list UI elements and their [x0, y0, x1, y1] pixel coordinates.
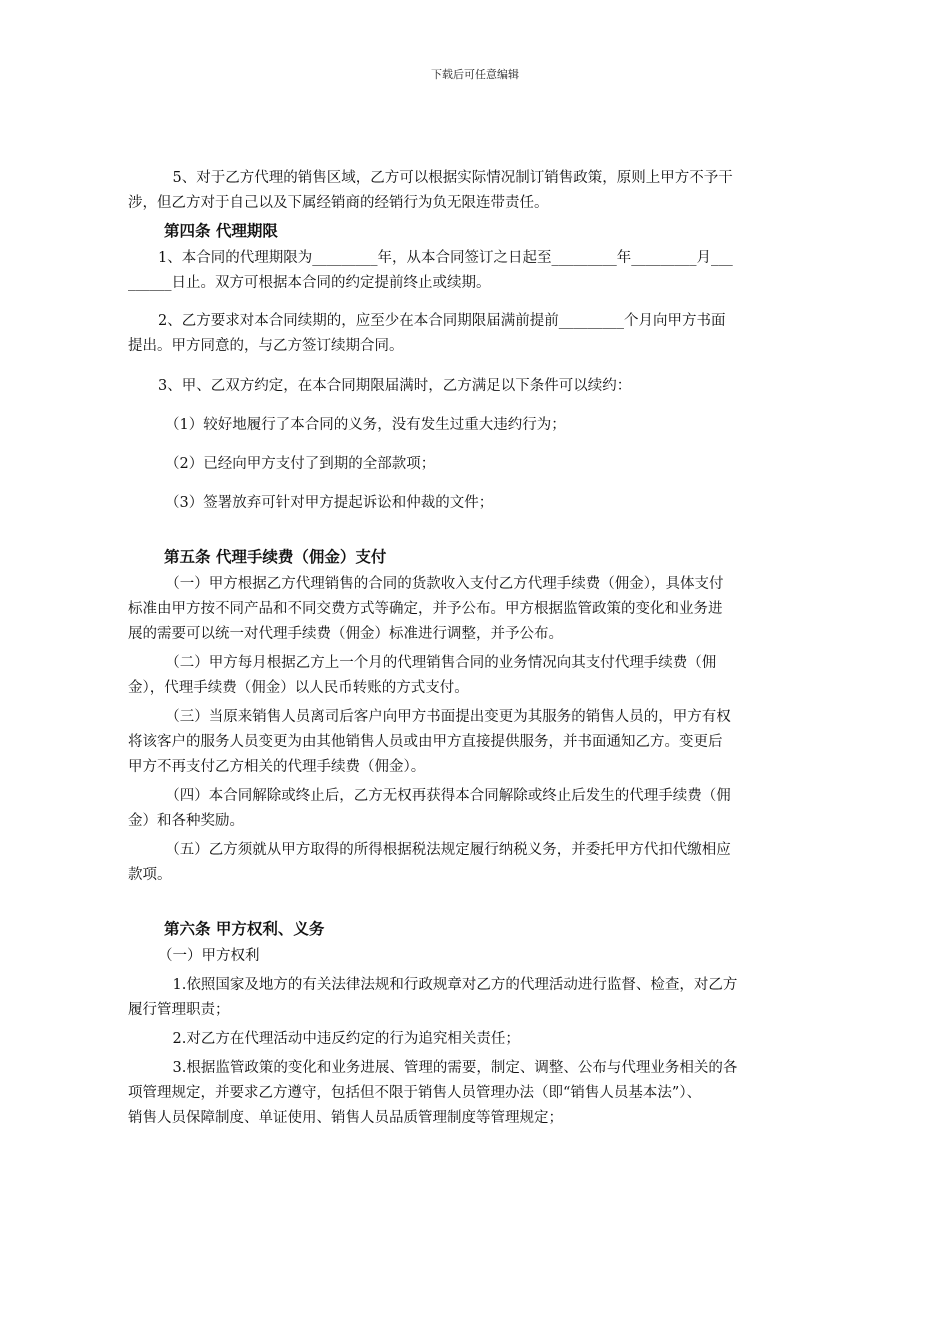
paragraph [128, 973, 823, 1023]
paragraph [128, 705, 823, 780]
text-line: （一）甲方根据乙方代理销售的合同的货款收入支付乙方代理手续费（佣金），具体支付 [158, 576, 724, 592]
text-line: （五）乙方须就从甲方取得的所得根据税法规定履行纳税义务，并委托甲方代扣代缴相应 [158, 842, 731, 858]
text-line: （三）当原来销售人员离司后客户向甲方书面提出变更为其服务的销售人员的，甲方有权 [158, 709, 731, 725]
text-line: （二）甲方每月根据乙方上一个月的代理销售合同的业务情况向其支付代理手续费（佣 [158, 655, 717, 671]
paragraph [128, 413, 823, 438]
text-line: 金），代理手续费（佣金）以人民币转账的方式支付。 [128, 680, 469, 696]
section-heading: 第五条 代理手续费（佣金）支付 [164, 548, 387, 566]
paragraph [128, 246, 823, 296]
text-line: 1.依照国家及地方的有关法律法规和行政规章对乙方的代理活动进行监督、检查，对乙方 [158, 977, 738, 993]
text-line: 提出。甲方同意的，与乙方签订续期合同。 [128, 338, 404, 354]
paragraph [128, 166, 823, 216]
paragraph [128, 651, 823, 701]
text-line: 2、乙方要求对本合同续期的，应至少在本合同期限届满前提前_________个月向甲方书面 [158, 313, 726, 329]
text-line: 将该客户的服务人员变更为由其他销售人员或由甲方直接提供服务，并书面通知乙方。变更后 [128, 734, 723, 750]
text-line: 展的需要可以统一对代理手续费（佣金）标准进行调整，并予公布。 [128, 626, 563, 642]
text-line: 标准由甲方按不同产品和不同交费方式等确定，并予公布。甲方根据监管政策的变化和业务进 [128, 601, 723, 617]
text-line: ______日止。双方可根据本合同的约定提前终止或续期。 [128, 275, 491, 291]
text-line: 3.根据监管政策的变化和业务进展、管理的需要，制定、调整、公布与代理业务相关的各 [158, 1060, 738, 1076]
text-line: 1、本合同的代理期限为_________年，从本合同签订之日起至_________年_________月___ [158, 250, 733, 266]
paragraph [128, 1056, 823, 1131]
text-line: （2）已经向甲方支付了到期的全部款项； [165, 456, 436, 472]
paragraph [128, 491, 823, 516]
section-heading: 第四条 代理期限 [164, 222, 278, 240]
text-line: （一）甲方权利 [158, 948, 260, 964]
text-line: （四）本合同解除或终止后，乙方无权再获得本合同解除或终止后发生的代理手续费（佣 [158, 788, 731, 804]
text-line: 项管理规定，并要求乙方遵守，包括但不限于销售人员管理办法（即“销售人员基本法”）、 [128, 1085, 702, 1101]
paragraph [128, 374, 823, 399]
page-header: 下载后可任意编辑 [431, 68, 519, 81]
paragraph [128, 1027, 823, 1052]
text-line: 金）和各种奖励。 [128, 813, 244, 829]
text-line: 2.对乙方在代理活动中违反约定的行为追究相关责任； [158, 1031, 520, 1047]
text-line: （3）签署放弃可针对甲方提起诉讼和仲裁的文件； [165, 495, 494, 511]
text-line: 销售人员保障制度、单证使用、销售人员品质管理制度等管理规定； [128, 1110, 563, 1126]
paragraph [128, 944, 823, 969]
text-line: 3、甲、乙双方约定，在本合同期限届满时，乙方满足以下条件可以续约： [158, 378, 632, 394]
text-line: （1）较好地履行了本合同的义务，没有发生过重大违约行为； [165, 417, 566, 433]
paragraph [128, 309, 823, 359]
paragraph [128, 452, 823, 477]
paragraph [128, 572, 823, 647]
section-heading: 第六条 甲方权利、义务 [164, 920, 325, 938]
paragraph [128, 838, 823, 888]
text-line: 履行管理职责； [128, 1002, 230, 1018]
text-line: 款项。 [128, 867, 172, 883]
paragraph [128, 784, 823, 834]
text-line: 甲方不再支付乙方相关的代理手续费（佣金）。 [128, 759, 426, 775]
document-body [128, 166, 823, 1131]
text-line: 5、对于乙方代理的销售区域，乙方可以根据实际情况制订销售政策，原则上甲方不予干 [158, 170, 733, 186]
text-line: 涉，但乙方对于自己以及下属经销商的经销行为负无限连带责任。 [128, 195, 549, 211]
